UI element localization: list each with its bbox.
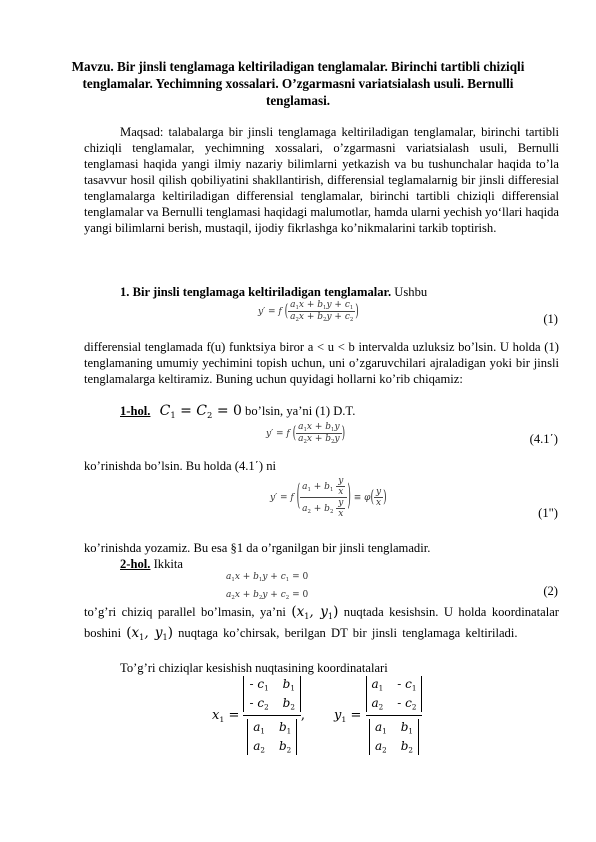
paragraph-intersection xyxy=(84,604,559,646)
case1-condition: $C_1 = C_2 = 0$ xyxy=(159,403,242,420)
cramer-x1: $x_1$ = - $c_1$ $b_1$ - $c_2$ $b_2$ $a_1$ $b_1$ $a_2$ $b_2$ , xyxy=(212,677,306,755)
case2-text: Ikkita xyxy=(150,557,183,571)
equation-4-1: y′ = f ( $\frac{a_1x + b_1y}{a_2x + b_2y}$ ) xyxy=(266,422,346,445)
section1-heading-tail: Ushbu xyxy=(391,285,428,299)
line-coordinates: To’g’ri chiziqlar kesishish nuqtasining koordinatalari xyxy=(120,661,388,675)
document-title: Mavzu. Bir jinsli tenglamaga keltiriladigan tenglamalar. Birinchi tartibli chiziqli tenglamalar. Yechimning xossalari. O’zgarmasni variatsialash usuli. Bernulli tenglamasi. xyxy=(71,59,525,108)
paragraph-conditions: differensial tenglamada f(u) funktsiya biror a < u < b intervalda uzluksiz bo’lsin. U holda (1) tenglamaning umumiy yechimini topish uchun, uni o’zgaruvchilari ajraladigan yoki bir jinsli tenglamalarga keltiramiz. Buning uchun quyidagi hollarni ko’rib chiqamiz: xyxy=(84,340,559,386)
equation-2-number: (2) xyxy=(543,584,558,598)
intersection-text-1: to’g’ri chiziq parallel bo’lmasin, ya’ni xyxy=(84,605,286,619)
intersection-text-3: nuqtaga ko’chirsak, berilgan DT bir jinsli tenglamaga keltiriladi. xyxy=(178,625,518,640)
case1-label: 1-hol. xyxy=(120,404,151,418)
intersection-text-2: nuqtada kesishsin. U holda koordinatalar boshini xyxy=(84,605,559,640)
section1-heading-line xyxy=(120,284,427,300)
purpose-paragraph: Maqsad: talabalarga bir jinsli tenglamaga keltiriladigan tenglamalar, birinchi tartibli chiziqli tenglamalar, yechimning xossalari, o’zgarmasni variatsialash usuli, Bernulli tenglamasi haqida yangi ilmiy nazariy bilimlarni yetkazish va bu tushunchalar haqida to’la tasavvur hosil qilish qobiliyatini shakllantirish, differensial teglamalarnig bir jinsli differesial tenglamalarga keltiriladigan differensial tenglamalar, birinchi tartibli chiziqli differensial tenglamalar va Bernulli tenglamasi haqidagi malumotlar, hamda ularni yechish yo‘llari haqida yangi bilimlarni berish, mustaqil, ijodiy fikrlashga ko’nikmalarini tarkib toptirish. xyxy=(84,125,559,235)
line-homogeneous: ko’rinishda yozamiz. Bu esa §1 da o’rganilgan bir jinsli tenglamadir. xyxy=(84,541,431,555)
cramer-y1: $y_1$ = $a_1$ - $c_1$ $a_2$ - $c_2$ $a_1$ $b_1$ $a_2$ $b_2$ xyxy=(334,676,422,755)
point-x1y1-b: ($x_1$, $y_1$) xyxy=(126,624,173,642)
equation-1: y′ = f ( $\frac{a_1x + b_1y + c_1}{a_2x + b_2y + c_2}$ ) xyxy=(258,300,359,323)
case1-text: bo’lsin, ya’ni (1) D.T. xyxy=(241,404,356,418)
equation-2-system: $a_1x + b_1y + c_1 = 0$ $a_2x + b_2y + c_2 = 0$ xyxy=(226,572,309,601)
line-rewrite: ko’rinishda bo’lsin. Bu holda (4.1΄) ni xyxy=(84,459,277,473)
case1-line xyxy=(120,403,355,423)
point-x1y1-a: ($x_1$, $y_1$) xyxy=(291,604,339,621)
case2-line xyxy=(120,556,183,572)
case2-label: 2-hol. xyxy=(120,557,151,571)
equation-1pp: y′ = f ( $a_1 + b_1$ $\frac{y}{x}$ $a_2 + b_2$ $\frac{y}{x}$ ) ≡ φ( $\frac{y}{x}$ ) xyxy=(270,476,387,519)
section1-heading: 1. Bir jinsli tenglamaga keltiriladigan tenglamalar. xyxy=(120,285,392,299)
equation-1pp-number: (1") xyxy=(538,506,558,520)
equation-4-1-number: (4.1΄) xyxy=(529,432,558,446)
equation-1-number: (1) xyxy=(543,312,558,326)
